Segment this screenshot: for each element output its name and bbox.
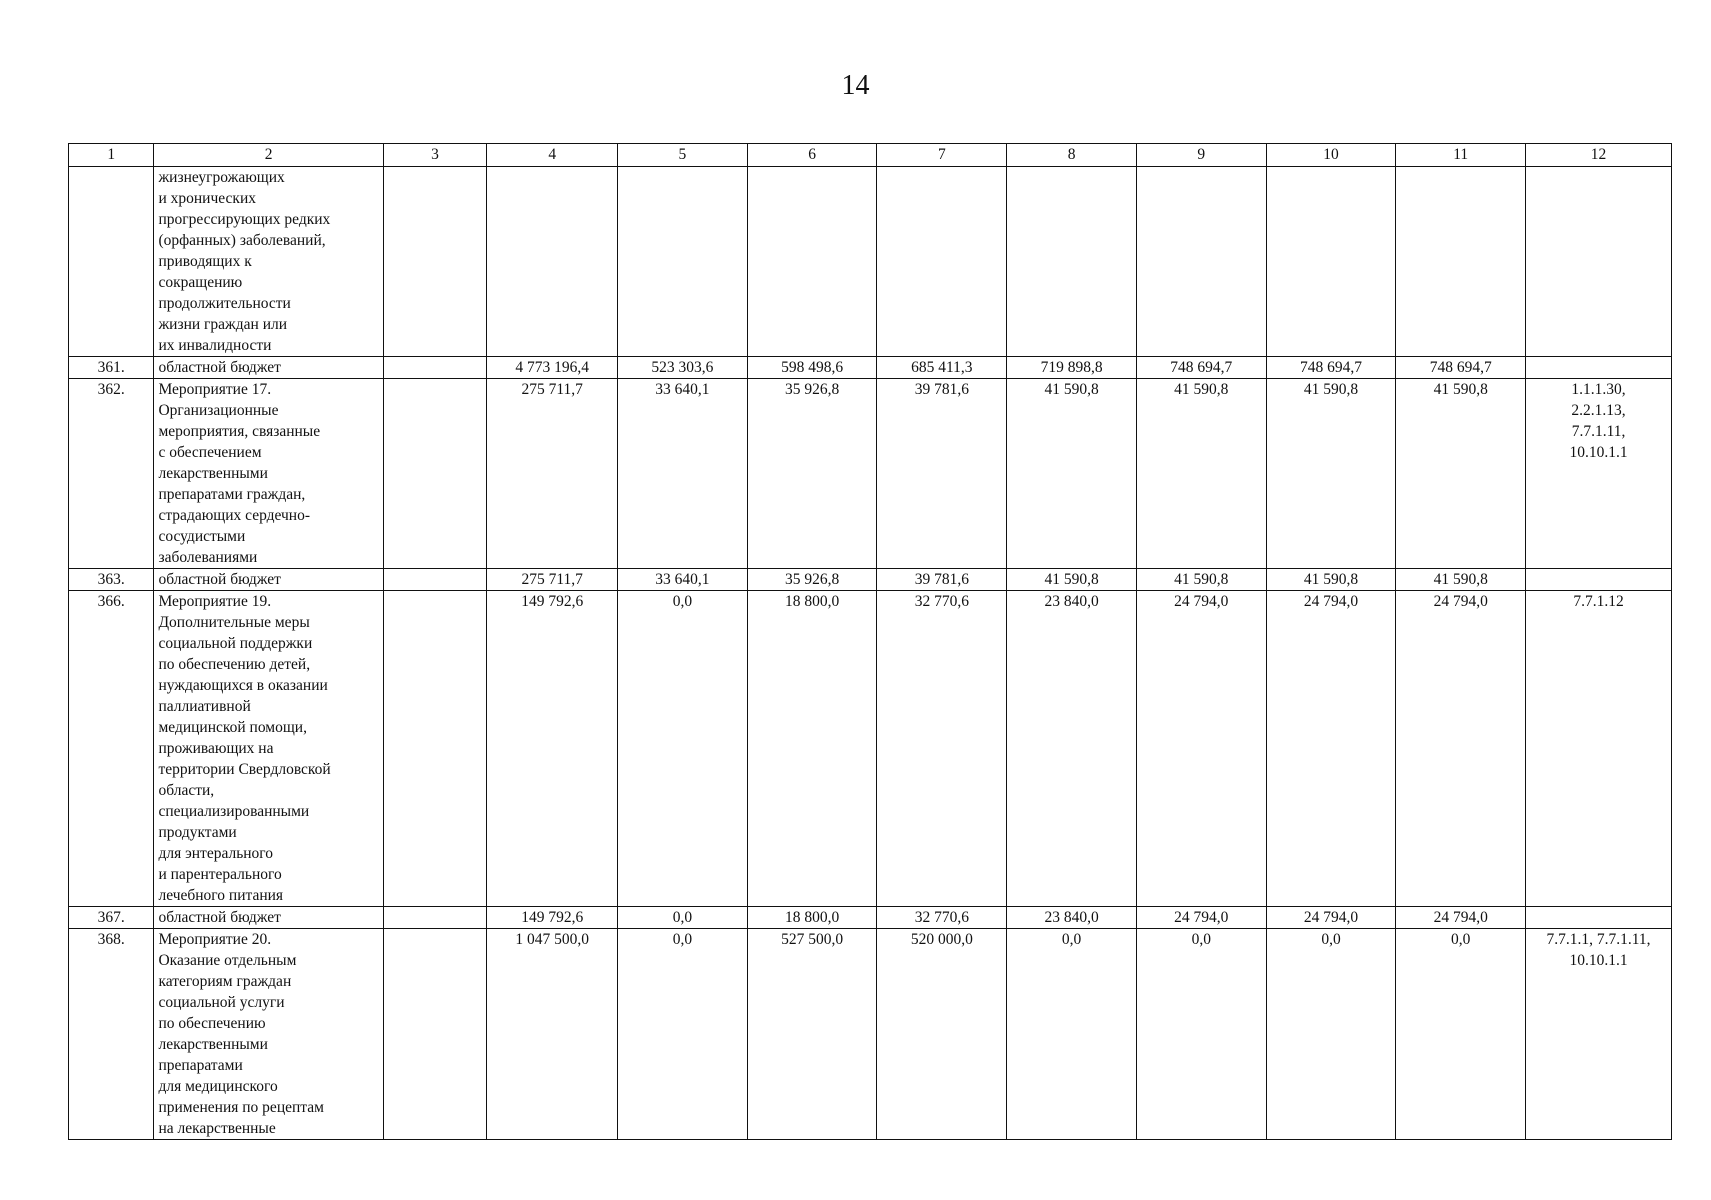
reference-cell	[1526, 907, 1672, 929]
value-cell: 41 590,8	[1136, 569, 1266, 591]
value-cell: 0,0	[1396, 929, 1526, 1140]
value-cell: 149 792,6	[487, 591, 618, 907]
header-cell: 3	[383, 144, 487, 167]
header-cell: 10	[1266, 144, 1396, 167]
value-cell: 275 711,7	[487, 569, 618, 591]
table-row	[69, 929, 1672, 1140]
value-cell: 520 000,0	[877, 929, 1007, 1140]
value-cell: 748 694,7	[1266, 357, 1396, 379]
value-cell: 748 694,7	[1396, 357, 1526, 379]
value-cell: 33 640,1	[618, 569, 748, 591]
table-row	[69, 357, 1672, 379]
row-number: 366.	[69, 591, 154, 907]
header-cell: 1	[69, 144, 154, 167]
row-number: 363.	[69, 569, 154, 591]
value-cell: 719 898,8	[1007, 357, 1137, 379]
value-cell: 41 590,8	[1136, 379, 1266, 569]
value-cell	[487, 167, 618, 357]
row-col3	[383, 929, 487, 1140]
value-cell: 39 781,6	[877, 569, 1007, 591]
header-cell: 12	[1526, 144, 1672, 167]
value-cell: 685 411,3	[877, 357, 1007, 379]
value-cell: 32 770,6	[877, 591, 1007, 907]
value-cell: 24 794,0	[1266, 591, 1396, 907]
row-description: Мероприятие 19. Дополнительные меры социальной поддержки по обеспечению детей, нуждающихся в оказании паллиативной медицинской помощи, проживающих на территории Свердловской области, специализированными продуктами для энтерального и парентерального лечебного питания	[154, 591, 383, 907]
value-cell: 0,0	[1007, 929, 1137, 1140]
value-cell: 41 590,8	[1396, 379, 1526, 569]
header-cell: 4	[487, 144, 618, 167]
header-cell: 6	[747, 144, 877, 167]
reference-cell: 1.1.1.30, 2.2.1.13, 7.7.1.11, 10.10.1.1	[1526, 379, 1672, 569]
value-cell: 23 840,0	[1007, 591, 1137, 907]
value-cell: 24 794,0	[1136, 591, 1266, 907]
value-cell: 41 590,8	[1007, 569, 1137, 591]
row-description: областной бюджет	[154, 907, 383, 929]
value-cell: 0,0	[1136, 929, 1266, 1140]
value-cell: 41 590,8	[1007, 379, 1137, 569]
table-row	[69, 379, 1672, 569]
table-row	[69, 907, 1672, 929]
page-number: 14	[841, 70, 870, 101]
row-col3	[383, 357, 487, 379]
header-cell: 11	[1396, 144, 1526, 167]
row-description: Мероприятие 20. Оказание отдельным категориям граждан социальной услуги по обеспечению лекарственными препаратами для медицинского применения по рецептам на лекарственные	[154, 929, 383, 1140]
value-cell: 35 926,8	[747, 379, 877, 569]
header-cell: 2	[154, 144, 383, 167]
row-number: 362.	[69, 379, 154, 569]
budget-table	[68, 143, 1672, 1140]
value-cell: 527 500,0	[747, 929, 877, 1140]
header-cell: 9	[1136, 144, 1266, 167]
value-cell: 41 590,8	[1396, 569, 1526, 591]
value-cell	[1136, 167, 1266, 357]
row-number: 367.	[69, 907, 154, 929]
row-description: жизнеугрожающих и хронических прогрессирующих редких (орфанных) заболеваний, приводящих к сокращению продолжительности жизни граждан или их инвалидности	[154, 167, 383, 357]
row-col3	[383, 569, 487, 591]
row-description: областной бюджет	[154, 357, 383, 379]
value-cell: 41 590,8	[1266, 569, 1396, 591]
header-cell: 5	[618, 144, 748, 167]
value-cell: 32 770,6	[877, 907, 1007, 929]
header-cell: 7	[877, 144, 1007, 167]
value-cell: 35 926,8	[747, 569, 877, 591]
value-cell: 39 781,6	[877, 379, 1007, 569]
reference-cell	[1526, 167, 1672, 357]
row-description: областной бюджет	[154, 569, 383, 591]
reference-cell: 7.7.1.1, 7.7.1.11, 10.10.1.1	[1526, 929, 1672, 1140]
reference-cell: 7.7.1.12	[1526, 591, 1672, 907]
value-cell: 33 640,1	[618, 379, 748, 569]
value-cell: 24 794,0	[1266, 907, 1396, 929]
value-cell	[1396, 167, 1526, 357]
value-cell: 23 840,0	[1007, 907, 1137, 929]
table-row	[69, 591, 1672, 907]
row-number: 361.	[69, 357, 154, 379]
value-cell: 24 794,0	[1396, 907, 1526, 929]
row-col3	[383, 167, 487, 357]
document-table-container	[68, 143, 1672, 1140]
value-cell	[1007, 167, 1137, 357]
reference-cell	[1526, 569, 1672, 591]
value-cell: 0,0	[618, 591, 748, 907]
header-cell: 8	[1007, 144, 1137, 167]
value-cell	[877, 167, 1007, 357]
value-cell: 275 711,7	[487, 379, 618, 569]
value-cell: 1 047 500,0	[487, 929, 618, 1140]
value-cell: 24 794,0	[1396, 591, 1526, 907]
reference-cell	[1526, 357, 1672, 379]
row-col3	[383, 379, 487, 569]
row-number: 368.	[69, 929, 154, 1140]
value-cell	[618, 167, 748, 357]
table-row	[69, 167, 1672, 357]
value-cell: 598 498,6	[747, 357, 877, 379]
value-cell: 4 773 196,4	[487, 357, 618, 379]
value-cell: 18 800,0	[747, 591, 877, 907]
value-cell: 149 792,6	[487, 907, 618, 929]
row-number	[69, 167, 154, 357]
row-description: Мероприятие 17. Организационные мероприятия, связанные с обеспечением лекарственными препаратами граждан, страдающих сердечно- сосудистыми заболеваниями	[154, 379, 383, 569]
value-cell: 0,0	[618, 907, 748, 929]
table-row	[69, 569, 1672, 591]
row-col3	[383, 591, 487, 907]
row-col3	[383, 907, 487, 929]
header-row	[69, 144, 1672, 167]
value-cell	[1266, 167, 1396, 357]
value-cell: 0,0	[618, 929, 748, 1140]
value-cell: 748 694,7	[1136, 357, 1266, 379]
value-cell	[747, 167, 877, 357]
value-cell: 523 303,6	[618, 357, 748, 379]
value-cell: 24 794,0	[1136, 907, 1266, 929]
value-cell: 41 590,8	[1266, 379, 1396, 569]
value-cell: 18 800,0	[747, 907, 877, 929]
value-cell: 0,0	[1266, 929, 1396, 1140]
